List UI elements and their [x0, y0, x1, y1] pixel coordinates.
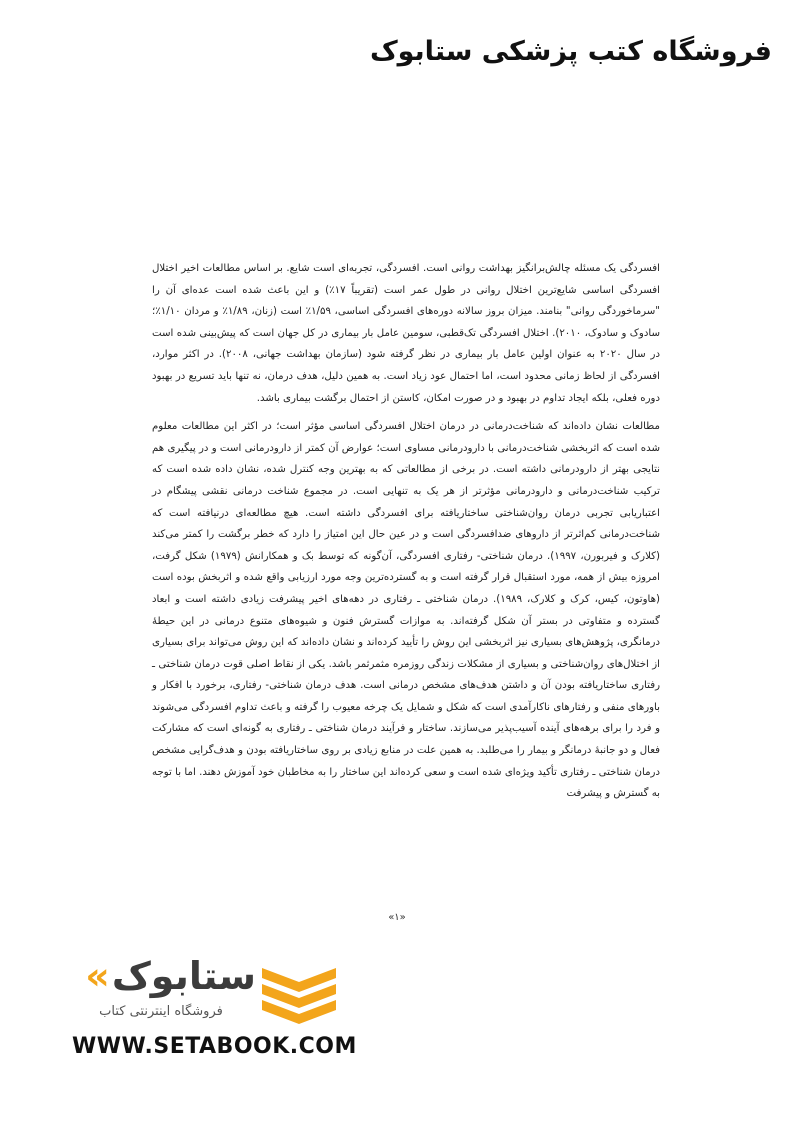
page-number: «۱» [388, 912, 406, 923]
logo-text: ستابوک [111, 954, 256, 998]
book-stack-icon [258, 962, 340, 1026]
logo-tagline: فروشگاه اینترنتی کتاب [99, 1004, 223, 1019]
chevron-left-icon: « [85, 954, 110, 998]
body-text [152, 258, 660, 805]
website-url: WWW.SETABOOK.COM [72, 1034, 357, 1059]
paragraph-2: مطالعات نشان داده‌اند که شناخت‌درمانی در درمان اختلال افسردگی اساسی مؤثر است؛ در اکثر این مطالعات معلوم شده است که اثربخشی شناخت‌درمانی با دارودرمانی مساوی است؛ عوارض آن کمتر از دارودرمانی است و در پیگیری هم نتایجی بهتر از دارودرمانی داشته است. در برخی از مطالعاتی که به بهترین وجه کنترل شده، نشان داده شده است که ترکیب شناخت‌درمانی و دارودرمانی مؤثرتر از هر یک به تنهایی است. در مجموع شناخت درمانی نقشی پیشگام در اعتباریابی تجربی درمان روان‌شناختی ساختاریافته برای افسردگی داشته است. هیچ مطالعه‌ای درنیافته است که شناخت‌درمانی کم‌اثرتر از داروهای ضدافسردگی است و در عین حال این امتیاز را دارد که خطر برگشت را کمتر می‌کند (کلارک و فیربورن، ۱۹۹۷). درمان شناختی- رفتاری افسردگی، آن‌گونه که توسط بک و همکارانش (۱۹۷۹) شکل گرفت، امروزه بیش از همه، مورد استقبال قرار گرفته است و به گسترده‌ترین وجه مورد ارزیابی واقع شده و اثربخش بوده است (هاوتون، کیس، کرک و کلارک، ۱۹۸۹). درمان شناختی ـ رفتاری در دهه‌های اخیر پیشرفت زیادی داشته است و ابعاد گسترده و متفاوتی در بستر آن شکل گرفته‌اند. به موازات گسترش فنون و شیوه‌های متنوع درمانی در این حیطهٔ درمانگری، پژوهش‌های بسیاری نیز اثربخشی این روش را تأیید کرده‌اند و نشان داده‌اند که این روش می‌تواند برای بسیاری از اختلال‌های روان‌شناختی و بسیاری از مشکلات زندگی روزمره مثمرثمر باشد. یکی از نقاط اصلی قوت درمان شناختی ـ رفتاری ساختاریافته بودن آن و داشتن هدف‌های مشخص درمانی است. هدف درمان شناختی- رفتاری، برخورد با افکار و باورهای منفی و رفتارهای ناکارآمدی است که شکل و شمایل یک چرخه معیوب را گرفته و باعث تداوم افسردگی می‌شوند و فرد را برای برهه‌های آینده آسیب‌پذیر می‌سازند. ساختار و فرآیند درمان شناختی ـ رفتاری به گونه‌ای است که مشارکت فعال و دو جانبهٔ درمانگر و بیمار را می‌طلبد. به همین علت در منابع زیادی بر روی ساختاریافته بودن و هدف‌گرایی مشخص درمان شناختی ـ رفتاری تأکید ویژه‌ای شده است و سعی کرده‌اند این ساختار را به مخاطبان خود آموزش دهند. اما با توجه به گسترش و پیشرفت [152, 421, 660, 800]
paragraph-1: افسردگی یک مسئله چالش‌برانگیز بهداشت روانی است. افسردگی، تجربه‌ای است شایع. بر اساس مطالعات اخیر اختلال افسردگی اساسی شایع‌ترین اختلال روانی در طول عمر است (تقریباً ۱۷٪) و این باعث شده است عده‌ای آن را "سرماخوردگی روانی" بنامند. میزان بروز سالانه دوره‌های افسردگی اساسی، ۱/۵۹٪ است (زنان، ۱/۸۹٪ و مردان ۱/۱۰٪؛ سادوک و سادوک، ۲۰۱۰). اختلال افسردگی تک‌قطبی، سومین عامل بار بیماری در کل جهان است که پیش‌بینی شده است در سال ۲۰۲۰ به عنوان اولین عامل بار بیماری در نظر گرفته شود (سازمان بهداشت جهانی، ۲۰۰۸). در اکثر موارد، افسردگی از لحاظ زمانی محدود است، اما احتمال عود زیاد است. به همین دلیل، هدف درمان، نه تنها باید تسریع در بهبود دوره فعلی، بلکه ایجاد تداوم در بهبود و در صورت امکان، کاستن از احتمال برگشت بیماری باشد. [152, 263, 661, 404]
logo-wordmark [66, 954, 256, 998]
page-header-title: فروشگاه کتب پزشکی ستابوک [369, 36, 772, 67]
setabook-logo [62, 952, 352, 1032]
